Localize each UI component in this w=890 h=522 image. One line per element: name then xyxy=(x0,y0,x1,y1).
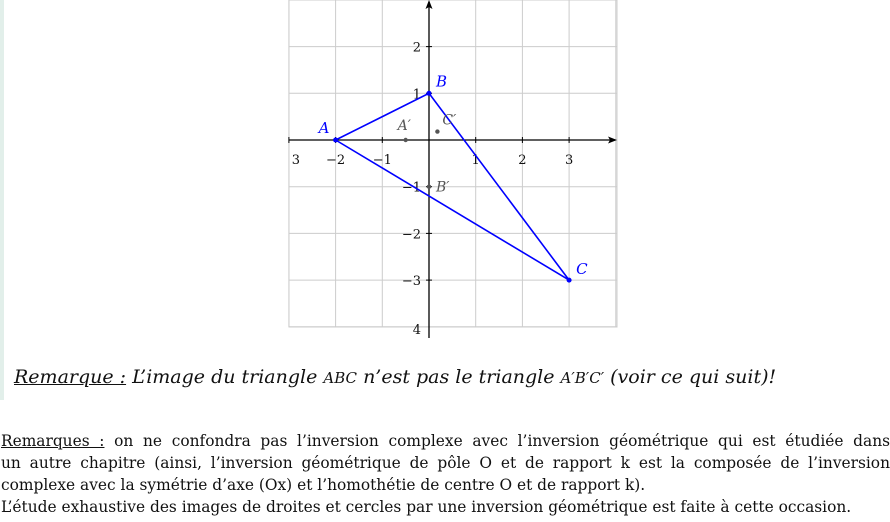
image-point-label-1: A′ xyxy=(397,118,411,134)
remarks-line-4: L’étude exhaustive des images de droites et cercles par une inversion géométrique est faite à cette occasion. xyxy=(1,498,852,516)
y-tick-label: 4 xyxy=(412,323,421,338)
point-c xyxy=(567,278,572,283)
y-tick-label: −1 xyxy=(401,180,421,196)
remarks-paragraph xyxy=(1,430,890,518)
remarks-line-2: un autre chapitre (ainsi, l’inversion géométrique de pôle O et de rapport k est la composée de l’inversion xyxy=(1,454,890,472)
point-label-a: A xyxy=(318,119,330,137)
remarks-heading: Remarques : xyxy=(1,432,105,450)
point-b xyxy=(427,91,432,96)
tick-labels xyxy=(292,41,573,338)
image-point-label-2: B′ xyxy=(436,179,450,196)
axes xyxy=(289,0,617,338)
point-label-b: B xyxy=(436,72,448,91)
x-tick-label: 3 xyxy=(291,153,301,168)
remark-math-abc-prime: A′B′C′ xyxy=(560,369,605,387)
chart-marks xyxy=(317,72,588,282)
x-tick-label: 1 xyxy=(471,153,480,168)
image-point-label-3: C′ xyxy=(442,112,457,129)
image-point-1 xyxy=(403,138,407,142)
y-tick-label: 2 xyxy=(412,40,421,56)
image-point-3 xyxy=(435,129,439,133)
x-tick-label: −2 xyxy=(326,153,346,168)
remark-heading: Remarque : xyxy=(14,366,127,388)
image-point-2 xyxy=(427,185,431,189)
remark-text-before: L’image du triangle xyxy=(126,366,324,388)
x-tick-label: 2 xyxy=(518,153,527,168)
remarks-line-1-text: on ne confondra pas l’inversion complexe avec l’inversion géométrique qui est étudiée dans xyxy=(104,432,890,450)
x-tick-label: −1 xyxy=(372,153,392,168)
y-tick-label: 1 xyxy=(412,87,421,103)
remarks-line-1 xyxy=(1,430,890,452)
y-tick-label: −3 xyxy=(401,274,421,290)
x-tick-label: 3 xyxy=(564,153,574,168)
remark-text-middle: n’est pas le triangle xyxy=(357,366,561,388)
remark-math-abc: ABC xyxy=(323,369,358,387)
remark-text-after: (voir ce qui suit)! xyxy=(604,366,777,388)
remarks-line-3: complexe avec la symétrie d’axe (Ox) et l’homothétie de centre O et de rapport k). xyxy=(1,476,646,494)
remark-note xyxy=(14,366,776,388)
y-tick-label: −2 xyxy=(401,227,421,243)
point-label-c: C xyxy=(576,260,588,279)
point-a xyxy=(333,138,338,143)
